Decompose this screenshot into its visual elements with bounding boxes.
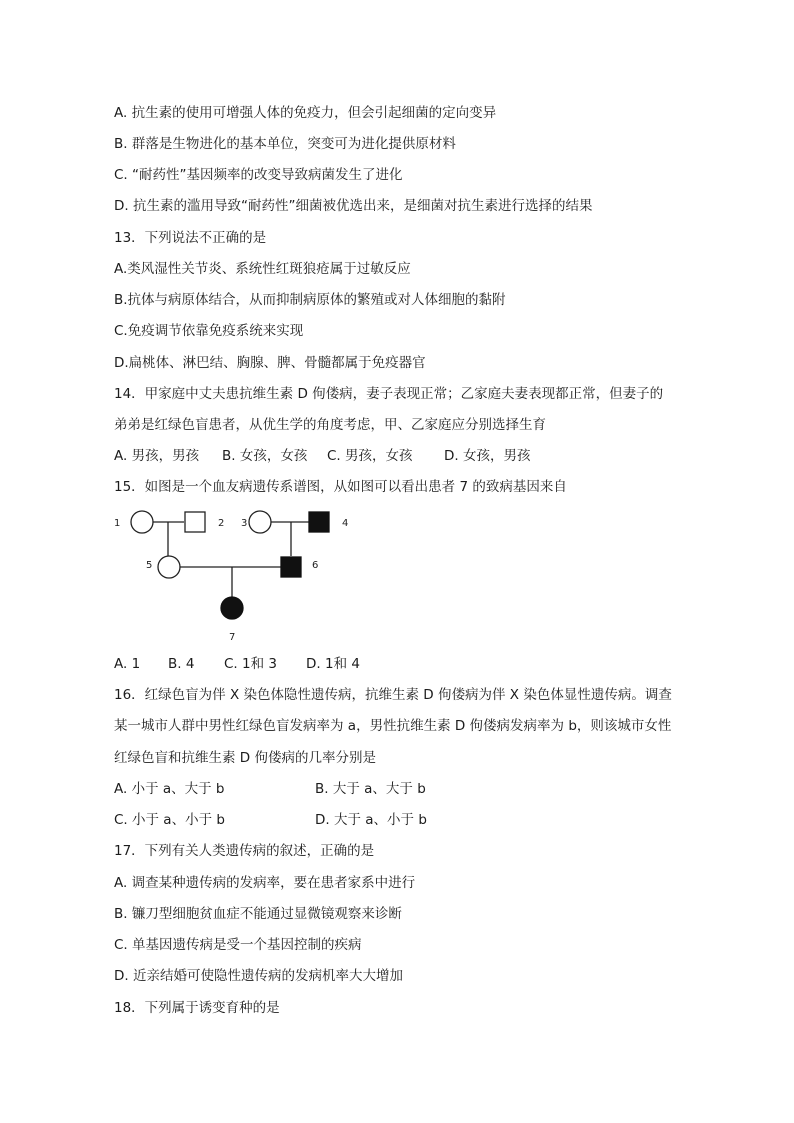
q16-option-d: D. 大于 a、小于 b <box>315 812 427 828</box>
label-2: 2 <box>218 518 225 529</box>
q13-option-d: D.扁桃体、淋巴结、胸腺、脾、骨髓都属于免疫器官 <box>114 355 426 371</box>
individual-6-affected-male <box>281 557 301 577</box>
pedigree-chart <box>108 500 358 648</box>
label-4: 4 <box>342 518 349 529</box>
q18-stem: 18．下列属于诱变育种的是 <box>114 1000 280 1016</box>
q16-stem-line3: 红绿色盲和抗维生素 D 佝偻病的几率分别是 <box>114 750 376 766</box>
q16-stem-line1: 16．红绿色盲为伴 X 染色体隐性遗传病，抗维生素 D 佝偻病为伴 X 染色体显性遗传病。调查 <box>114 687 672 703</box>
label-3: 3 <box>241 518 248 529</box>
individual-1-normal-female <box>131 511 153 533</box>
q13-stem: 13．下列说法不正确的是 <box>114 230 267 246</box>
q16-option-c: C. 小于 a、小于 b <box>114 812 225 828</box>
q16-option-b: B. 大于 a、大于 b <box>315 781 426 797</box>
individual-5-normal-female <box>158 556 180 578</box>
q12-option-b: B. 群落是生物进化的基本单位，突变可为进化提供原材料 <box>114 136 456 152</box>
individual-2-normal-male <box>185 512 205 532</box>
q14-stem-line2: 弟弟是红绿色盲患者，从优生学的角度考虑，甲、乙家庭应分别选择生育 <box>114 417 546 433</box>
q14-stem-line1: 14．甲家庭中丈夫患抗维生素 D 佝偻病，妻子表现正常；乙家庭夫妻表现都正常，但妻子的 <box>114 386 664 402</box>
q16-option-a: A. 小于 a、大于 b <box>114 781 225 797</box>
q17-option-c: C. 单基因遗传病是受一个基因控制的疾病 <box>114 937 362 953</box>
label-6: 6 <box>312 560 319 571</box>
q14-option-b: B. 女孩，女孩 <box>222 448 308 464</box>
individual-3-normal-female <box>249 511 271 533</box>
label-1: 1 <box>114 518 121 529</box>
q17-option-b: B. 镰刀型细胞贫血症不能通过显微镜观察来诊断 <box>114 906 402 922</box>
label-5: 5 <box>146 560 153 571</box>
individual-7-affected-female <box>221 597 243 619</box>
q14-option-c: C. 男孩，女孩 <box>327 448 413 464</box>
q15-option-d: D. 1和 4 <box>306 656 360 672</box>
q14-option-d: D. 女孩，男孩 <box>444 448 531 464</box>
q13-option-c: C.免疫调节依靠免疫系统来实现 <box>114 323 304 339</box>
q13-option-a: A.类风湿性关节炎、系统性红斑狼疮属于过敏反应 <box>114 261 411 277</box>
individual-4-affected-male <box>309 512 329 532</box>
q16-stem-line2: 某一城市人群中男性红绿色盲发病率为 a，男性抗维生素 D 佝偻病发病率为 b，则该城市女性 <box>114 718 672 734</box>
q17-stem: 17．下列有关人类遗传病的叙述，正确的是 <box>114 843 375 859</box>
q17-option-d: D. 近亲结婚可使隐性遗传病的发病机率大大增加 <box>114 968 403 984</box>
q15-option-a: A. 1 <box>114 656 141 672</box>
q14-option-a: A. 男孩，男孩 <box>114 448 200 464</box>
q12-option-d: D. 抗生素的滥用导致“耐药性”细菌被优选出来，是细菌对抗生素进行选择的结果 <box>114 198 593 214</box>
q15-stem: 15．如图是一个血友病遗传系谱图，从如图可以看出患者 7 的致病基因来自 <box>114 479 567 495</box>
q12-option-a: A. 抗生素的使用可增强人体的免疫力，但会引起细菌的定向变异 <box>114 105 497 121</box>
label-7: 7 <box>229 632 236 643</box>
q15-option-b: B. 4 <box>168 656 195 672</box>
q15-option-c: C. 1和 3 <box>224 656 277 672</box>
q12-option-c: C. “耐药性”基因频率的改变导致病菌发生了进化 <box>114 167 403 183</box>
q13-option-b: B.抗体与病原体结合，从而抑制病原体的繁殖或对人体细胞的黏附 <box>114 292 506 308</box>
q17-option-a: A. 调查某种遗传病的发病率，要在患者家系中进行 <box>114 875 416 891</box>
